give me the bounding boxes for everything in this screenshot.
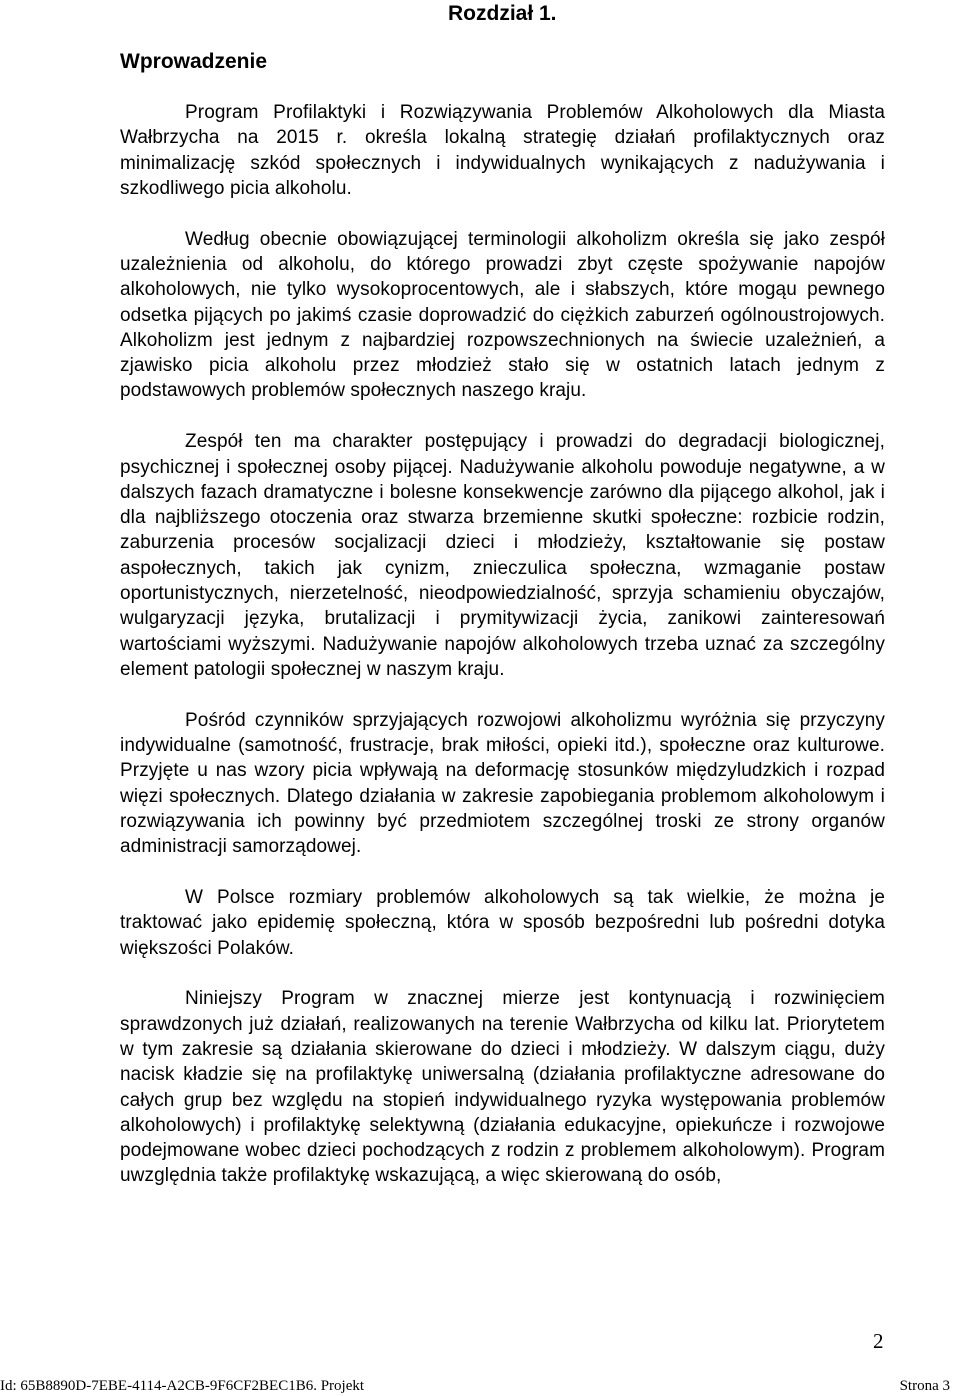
- paragraph-terminology: Według obecnie obowiązującej terminologii alkoholizm określa się jako zespół uzależnienia od alkoholu, do którego prowadzi zbyt częste spożywanie napojów alkoholowych, nie tylko wysokoprocentowych, ale i słabszych, które mogąu pewnego odsetka pijących po jakimś czasie doprowadzić do ciężkich zaburzeń ogólnoustrojowych. Alkoholizm jest jednym z najbardziej rozpowszechnionych na świecie uzależnień, a zjawisko picia alkoholu przez młodzież stało się w ostatnich latach jednym z podstawowych problemów społecznych naszego kraju.: [120, 228, 885, 402]
- footer-page-label: Strona 3: [899, 1378, 950, 1394]
- chapter-title: Rozdział 1.: [448, 2, 557, 25]
- footer-document-id: Id: 65B8890D-7EBE-4114-A2CB-9F6CF2BEC1B6. Projekt: [0, 1378, 365, 1394]
- document-body: [120, 100, 885, 1214]
- paragraph-factors: Pośród czynników sprzyjających rozwojowi alkoholizmu wyróżnia się przyczyny indywidualne (samotność, frustracje, brak miłości, opieki itd.), społeczne oraz kulturowe. Przyjęte u nas wzory picia wpływają na deformację stosunków międzyludzkich i rozpad więzi społecznych. Dlatego działania w zakresie zapobiegania problemom alkoholowym i rozwiązywania ich powinny być przedmiotem szczególnej troski ze strony organów administracji samorządowej.: [120, 709, 885, 858]
- paragraph-epidemic: W Polsce rozmiary problemów alkoholowych są tak wielkie, że można je traktować jako epidemię społeczną, która w sposób bezpośredni lub pośredni dotyka większości Polaków.: [120, 887, 885, 959]
- section-title: Wprowadzenie: [120, 50, 268, 73]
- paragraph-intro: Program Profilaktyki i Rozwiązywania Problemów Alkoholowych dla Miasta Wałbrzycha na 2015 r. określa lokalną strategię działań profilaktycznych oraz minimalizację szkód społecznych i indywidualnych wynikających z nadużywania i szkodliwego picia alkoholu.: [120, 102, 885, 199]
- paragraph-program: Niniejszy Program w znacznej mierze jest kontynuacją i rozwinięciem sprawdzonych już działań, realizowanych na terenie Wałbrzycha od kilku lat. Priorytetem w tym zakresie są działania skierowane do dzieci i młodzieży. W dalszym ciągu, duży nacisk kładzie się na profilaktykę uniwersalną (działania profilaktyczne adresowane do całych grup bez względu na stopień indywidualnego ryzyka występowania problemów alkoholowych) i profilaktykę selektywną (działania edukacyjne, opiekuńcze i rozwojowe podejmowane wobec dzieci pochodzących z rodzin z problemem alkoholowym). Program uwzględnia także profilaktykę wskazującą, a więc skierowaną do osób,: [120, 988, 885, 1187]
- paragraph-consequences: Zespół ten ma charakter postępujący i prowadzi do degradacji biologicznej, psychicznej i społecznej osoby pijącej. Nadużywanie alkoholu powoduje negatywne, a w dalszych fazach dramatyczne i bolesne konsekwencje zarówno dla pijącego alkohol, jak i dla najbliższego otoczenia oraz stwarza brzemienne skutki społeczne: rozbicie rodzin, zaburzenia procesów socjalizacji dzieci i młodzieży, kształtowanie się postaw aspołecznych, takich jak cynizm, znieczulica społeczna, wzmaganie postaw oportunistycznych, nierzetelność, nieodpowiedzialność, sprzyja schamieniu obyczajów, wulgaryzacji języka, brutalizacji i prymitywizacji życia, zanikowi zainteresowań wartościami wyższymi. Nadużywanie napojów alkoholowych trzeba uznać za szczególny element patologii społecznej w naszym kraju.: [120, 431, 885, 680]
- page-number: 2: [873, 1329, 884, 1353]
